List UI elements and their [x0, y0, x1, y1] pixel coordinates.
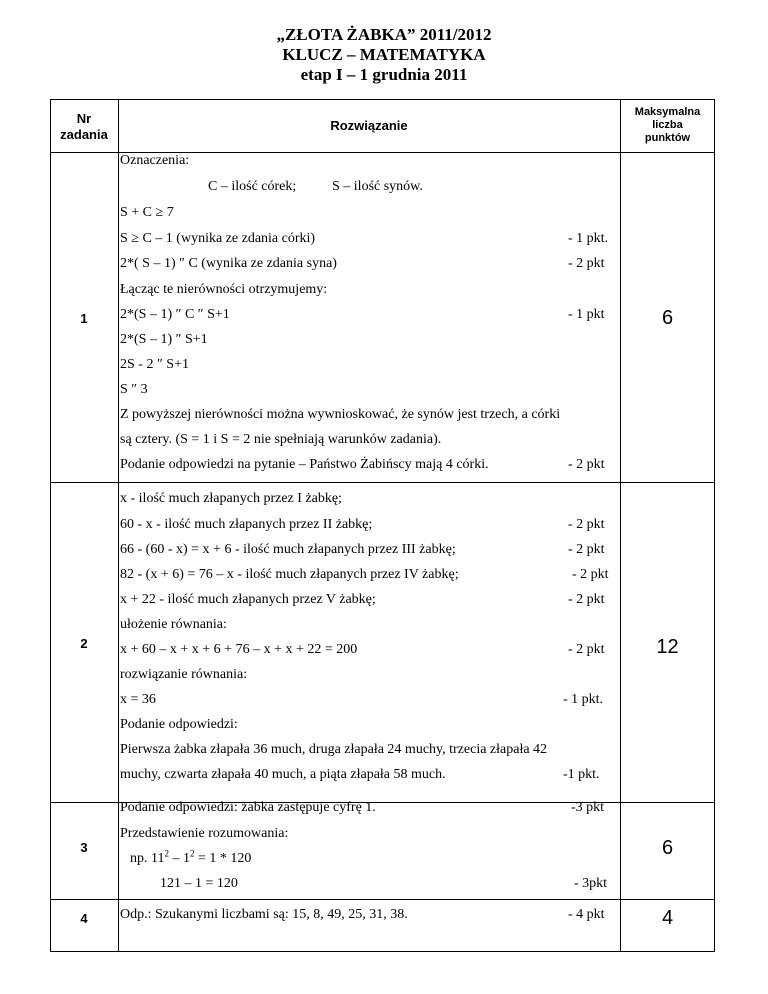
task-1-points: - 1 pkt. — [568, 231, 609, 246]
task-2-line: 82 - (x + 6) = 76 – x - ilość much złapanych przez IV żabkę; — [120, 567, 459, 582]
header-max-points: Maksymalna liczba punktów — [634, 106, 701, 144]
task-1-line: Łącząc te nierówności otrzymujemy: — [120, 282, 328, 297]
task-4-max-points: 4 — [661, 907, 674, 929]
task-2-line: Podanie odpowiedzi: — [120, 717, 238, 732]
task-1-line: S ≥ C – 1 (wynika ze zdania córki) — [120, 231, 316, 246]
task-1-line: Podanie odpowiedzi na pytanie – Państwo Żabińscy mają 4 córki. — [120, 457, 489, 472]
task-1-points: - 2 pkt — [568, 457, 605, 472]
table-border-bottom — [50, 951, 715, 952]
task-2-points: - 1 pkt. — [563, 692, 604, 707]
task-1-line: 2*(S – 1) ″ C ″ S+1 — [120, 307, 230, 322]
task-2-line: Pierwsza żabka złapała 36 much, druga złapała 24 muchy, trzecia złapała 42 — [120, 742, 548, 757]
column-separator-2 — [620, 99, 621, 952]
task-2-line: 66 - (60 - x) = x + 6 - ilość much złapanych przez III żabkę; — [120, 542, 456, 557]
header-task-number: Nr zadania — [60, 111, 108, 142]
task-1-line: 2*(S – 1) ″ S+1 — [120, 332, 208, 347]
title-line-1: „ZŁOTA ŻABKA” 2011/2012 — [276, 25, 492, 44]
task-1-number: 1 — [80, 311, 88, 326]
title-line-3: etap I – 1 grudnia 2011 — [300, 65, 468, 84]
task-1-line: są cztery. (S = 1 i S = 2 nie spełniają warunków zadania). — [120, 432, 442, 447]
task-1-line: S + C ≥ 7 — [120, 205, 174, 220]
task-2-line: ułożenie równania: — [120, 617, 227, 632]
task-2-line: rozwiązanie równania: — [120, 667, 248, 682]
task-1-points: - 2 pkt — [568, 256, 605, 271]
task-1-line: Oznaczenia: — [120, 153, 190, 168]
task-3-line: 121 – 1 = 120 — [160, 876, 238, 891]
answer-key-table — [50, 99, 715, 952]
task-2-line: 60 - x - ilość much złapanych przez II żabkę; — [120, 517, 373, 532]
table-border-left — [50, 99, 51, 952]
task-1-line: C – ilość córek; — [208, 179, 297, 194]
task-2-line: x + 60 – x + x + 6 + 76 – x + x + 22 = 200 — [120, 642, 358, 657]
task-4-line: Odp.: Szukanymi liczbami są: 15, 8, 49, 25, 31, 38. — [120, 907, 408, 922]
task-3-points: - 3pkt — [574, 876, 608, 891]
task-2-line: x - ilość much złapanych przez I żabkę; — [120, 491, 342, 506]
row-separator-1 — [50, 482, 715, 483]
task-2-line: x + 22 - ilość much złapanych przez V żabkę; — [120, 592, 376, 607]
task-3-equation: np. $11^2 - 1^2 = 1 * 120$ — [130, 848, 252, 866]
task-1-line: S – ilość synów. — [332, 179, 423, 194]
task-2-line: muchy, czwarta złapała 40 much, a piąta złapała 58 much. — [120, 767, 446, 782]
task-1-line: 2*( S – 1) ″ C (wynika ze zdania syna) — [120, 256, 337, 271]
task-2-points: - 2 pkt — [568, 592, 605, 607]
task-2-number: 2 — [80, 636, 88, 651]
task-2-max-points: 12 — [656, 636, 679, 658]
task-1-points: - 1 pkt — [568, 307, 605, 322]
task-4-points: - 4 pkt — [568, 907, 605, 922]
row-separator-3 — [50, 899, 715, 900]
task-1-max-points: 6 — [661, 307, 674, 329]
task-2-points: - 2 pkt — [568, 542, 605, 557]
task-2-points: - 2 pkt — [572, 567, 609, 582]
task-3-max-points: 6 — [661, 837, 674, 859]
task-3-line: Podanie odpowiedzi: żabka zastępuje cyfrę 1. — [120, 800, 376, 815]
task-2-points: - 2 pkt — [568, 517, 605, 532]
task-4-number: 4 — [80, 911, 88, 926]
task-3-number: 3 — [80, 840, 88, 855]
task-3-line: Przedstawienie rozumowania: — [120, 826, 289, 841]
task-3-points: -3 pkt — [571, 800, 605, 815]
table-border-top — [50, 99, 715, 100]
task-1-line: Z powyższej nierówności można wywnioskować, że synów jest trzech, a córki — [120, 407, 561, 422]
task-2-points: - 2 pkt — [568, 642, 605, 657]
task-2-points: -1 pkt. — [563, 767, 600, 782]
table-border-right — [714, 99, 715, 952]
task-1-line: 2S - 2 ″ S+1 — [120, 357, 189, 372]
title-line-2: KLUCZ – MATEMATYKA — [282, 45, 486, 64]
column-separator-1 — [118, 99, 119, 952]
header-solution: Rozwiązanie — [330, 118, 408, 133]
task-2-line: x = 36 — [120, 692, 156, 707]
task-1-line: S ″ 3 — [120, 382, 148, 397]
